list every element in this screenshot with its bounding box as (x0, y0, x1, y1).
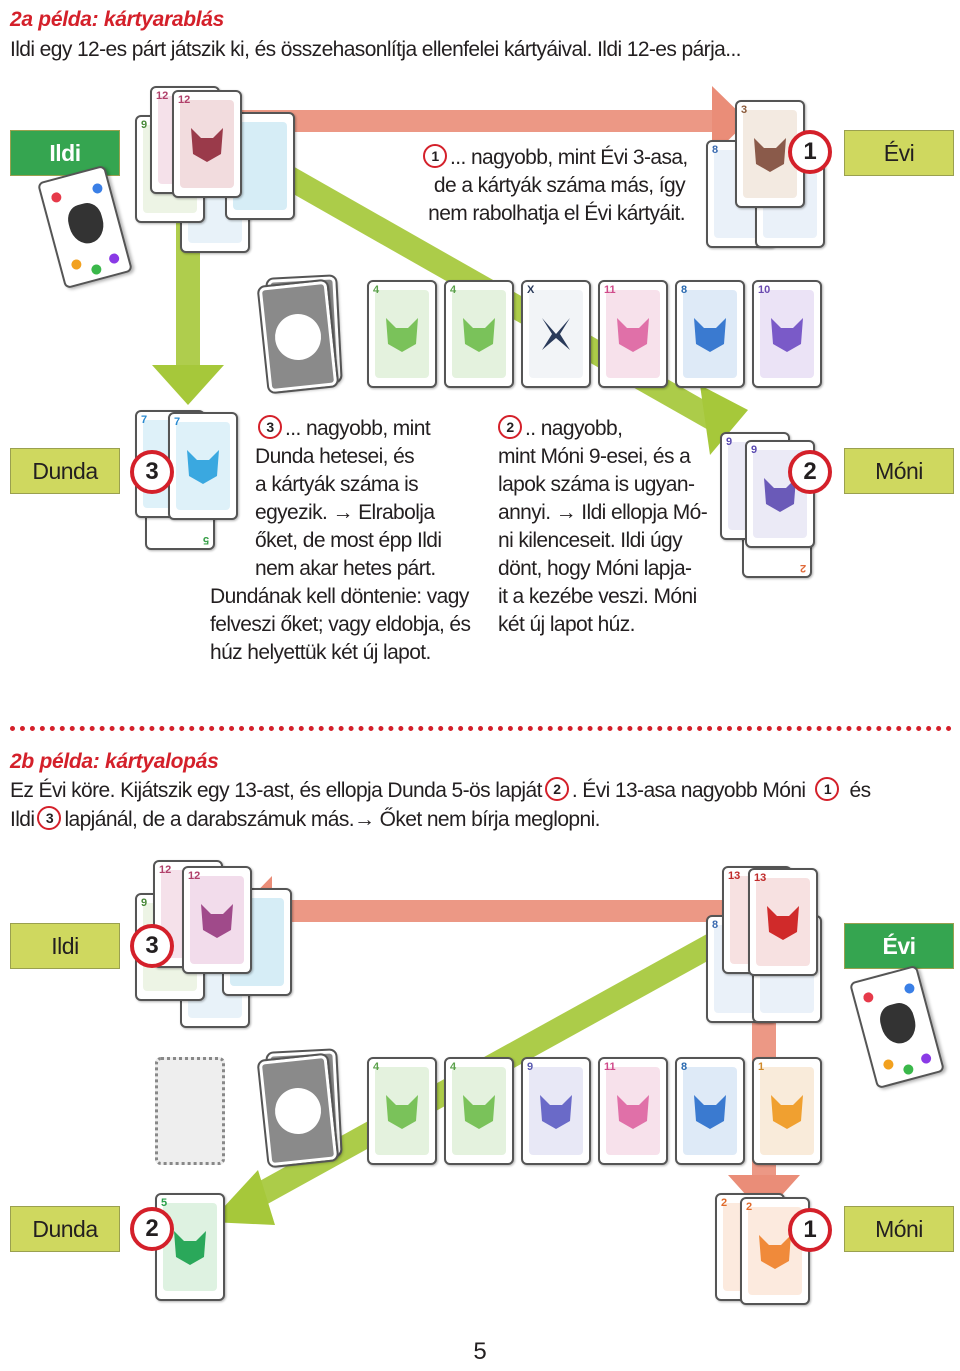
card: 3 (735, 100, 805, 208)
section-a-title: 2a példa: kártyarablás (10, 8, 225, 31)
badge-moni: 2 (788, 450, 832, 494)
note-3: 3 ... nagyobb, mint Dunda hetesei, és a kártyák száma is egyezik. → Elrabolja őket, de most épp Ildi nem akar hetes párt. Dundának kell döntenie: vagy felveszi őket; vagy eldobja, és húz helyettük két új lapot. (210, 417, 471, 664)
section-b-line1: Ez Évi köre. Kijátszik egy 13-ast, és ellopja Dunda 5-ös lapját 2 . Évi 13-asa nagyobb Móni 1 és (10, 779, 871, 802)
player-moni-label: Móni (844, 448, 954, 494)
section-b-line2: Ildi 3 lapjánál, de a darabszámuk más.→ Őket nem bírja meglopni. (10, 808, 600, 831)
card: 12 (172, 90, 242, 198)
card: 12 (182, 866, 252, 974)
player-dunda-label-b: Dunda (10, 1206, 120, 1252)
badge-ildi-b: 3 (130, 924, 174, 968)
card: 4 (444, 1057, 514, 1165)
card: 8 (706, 140, 776, 248)
card: 13 (722, 866, 792, 974)
card: 8 (675, 280, 745, 388)
card: 2 (742, 470, 812, 578)
card: 4 (367, 280, 437, 388)
card: 9 (521, 1057, 591, 1165)
card: X (521, 280, 591, 388)
card: 11 (598, 280, 668, 388)
card: 8 (706, 915, 776, 1023)
card: 7 (135, 410, 205, 518)
marker-3: 3 (258, 415, 282, 439)
card: 9 (720, 432, 790, 540)
card: 9 (745, 440, 815, 548)
draw-pile-top (259, 281, 338, 393)
card: 2 (715, 1193, 785, 1301)
card: 10 (752, 280, 822, 388)
card: 1 (752, 1057, 822, 1165)
card: 2 (740, 1197, 810, 1305)
section-divider (10, 726, 952, 731)
arrow-to-dunda-head (152, 365, 224, 405)
marker-1: 1 (423, 144, 447, 168)
player-moni-label-b: Móni (844, 1206, 954, 1252)
marker-2: 2 (498, 415, 522, 439)
card: 12 (153, 860, 223, 968)
badge-evi: 1 (788, 130, 832, 174)
player-ildi-label: Ildi (10, 130, 120, 176)
note-1: 1 ... nagyobb, mint Évi 3-asa, de a kártyák száma más, így nem rabolhatja el Évi kártyáit. (420, 144, 685, 228)
section-b-title: 2b példa: kártyalopás (10, 750, 219, 773)
player-evi-label: Évi (844, 130, 954, 176)
card: 12 (150, 86, 220, 194)
marker-3: 3 (37, 806, 61, 830)
badge-dunda-b: 2 (130, 1207, 174, 1251)
card: 11 (598, 1057, 668, 1165)
card: 7 (168, 412, 238, 520)
card: 13 (748, 868, 818, 976)
player-evi-label-b: Évi (844, 923, 954, 969)
card: 9 (135, 893, 205, 1001)
player-ildi-label-b: Ildi (10, 923, 120, 969)
card: 4 (444, 280, 514, 388)
badge-dunda: 3 (130, 450, 174, 494)
marker-2: 2 (545, 777, 569, 801)
note-2: 2 .. nagyobb, mint Móni 9-esei, és a lapok száma is ugyan- annyi. → Ildi ellopja Mó- ni kilenceseit. Ildi úgy dönt, hogy Móni lapja- it a kezébe veszi. Móni két új lapot húz. (498, 417, 708, 636)
card: 5 (145, 442, 215, 550)
arrow-to-ildi (270, 900, 750, 922)
card: 8 (675, 1057, 745, 1165)
draw-pile-top-b (259, 1055, 338, 1167)
marker-1: 1 (815, 777, 839, 801)
empty-slot (155, 1057, 225, 1165)
card: 4 (367, 1057, 437, 1165)
card: 5 (155, 1193, 225, 1301)
badge-moni-b: 1 (788, 1208, 832, 1252)
card: 9 (135, 115, 205, 223)
page-number: 5 (473, 1338, 487, 1365)
section-a-intro: Ildi egy 12-es párt játszik ki, és összehasonlítja ellenfelei kártyáival. Ildi 12-es párja... (10, 38, 741, 61)
player-dunda-label: Dunda (10, 448, 120, 494)
